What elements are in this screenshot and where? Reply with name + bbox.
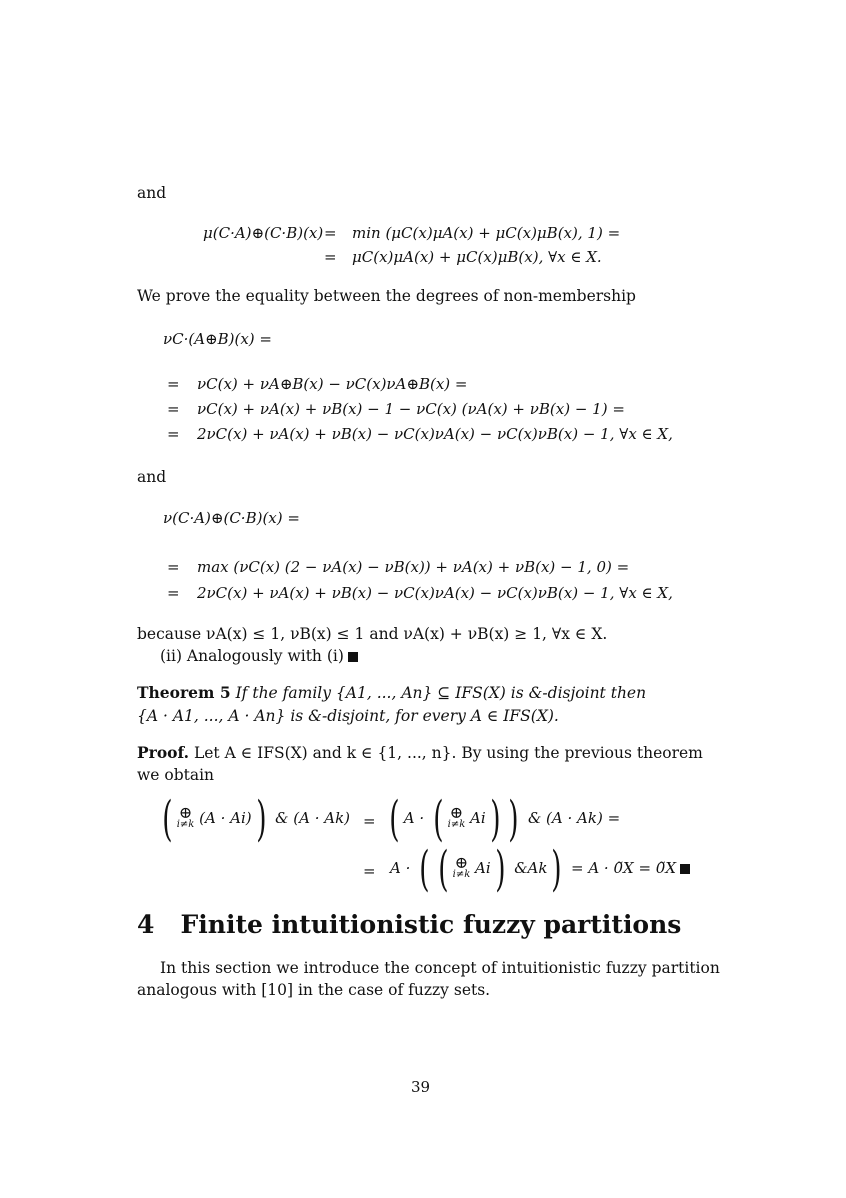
text-analogously-label: (ii) Analogously with (i) xyxy=(160,647,344,665)
eq2-eq-3: = xyxy=(167,425,180,443)
eq3-eq-2: = xyxy=(167,584,180,602)
oplus-operator-3: ⊕ i≠k xyxy=(452,853,471,880)
theorem-line1: If the family {A1, ..., An} ⊆ IFS(X) is &-disjoint then xyxy=(235,684,647,702)
eq2-eq-1: = xyxy=(167,375,180,393)
eq4-eq-1: = xyxy=(363,812,376,830)
proof-line1: Let A ∈ IFS(X) and k ∈ {1, ..., n}. By using the previous theorem xyxy=(193,744,703,762)
intro-line1: In this section we introduce the concept of intuitionistic fuzzy partition xyxy=(160,959,720,977)
proof-line2: we obtain xyxy=(137,766,215,784)
eq1-eq-sign: = xyxy=(324,224,337,242)
qed-square-icon-2 xyxy=(680,864,690,874)
proof-label: Proof. xyxy=(137,743,190,762)
eq2-eq-2: = xyxy=(167,400,180,418)
oplus-operator-1: ⊕ i≠k xyxy=(176,803,195,830)
intro-line2: analogous with [10] in the case of fuzzy sets. xyxy=(137,981,491,999)
eq4-eq-2: = xyxy=(363,862,376,880)
eq3-lhs: ν(C·A)⊕(C·B)(x) = xyxy=(163,509,300,527)
eq4-line1-left: ( ⊕ i≠k (A · Ai)) & (A · Ak) xyxy=(162,791,351,847)
text-prove-equality: We prove the equality between the degrees of non-membership xyxy=(137,287,636,305)
section-number: 4 xyxy=(137,910,155,939)
page-number: 39 xyxy=(411,1078,431,1096)
proof-paragraph xyxy=(137,743,703,763)
eq2-lhs: νC·(A⊕B)(x) = xyxy=(163,330,272,348)
eq3-eq-1: = xyxy=(167,558,180,576)
eq4-line2: A · ( ( ⊕ i≠k Ai) &Ak) = A · 0̃X = 0̃X xyxy=(390,845,690,895)
text-analogously xyxy=(160,646,358,666)
eq2-line1: νC(x) + νA⊕B(x) − νC(x)νA⊕B(x) = xyxy=(197,375,468,393)
text-and-2: and xyxy=(137,468,167,486)
section-heading xyxy=(137,910,681,939)
eq2-line3: 2νC(x) + νA(x) + νB(x) − νC(x)νA(x) − νC(x)νB(x) − 1, ∀x ∈ X, xyxy=(197,425,673,443)
oplus-operator-2: ⊕ i≠k xyxy=(447,803,466,830)
eq1-eq-sign-2: = xyxy=(324,248,337,266)
eq3-line1: max (νC(x) (2 − νA(x) − νB(x)) + νA(x) + νB(x) − 1, 0) = xyxy=(197,558,630,576)
eq4-line1-right: ( A · ( ⊕ i≠k Ai) ) & (A · Ak) = xyxy=(389,791,621,847)
section-title: Finite intuitionistic fuzzy partitions xyxy=(180,910,682,939)
theorem-5 xyxy=(137,683,646,703)
qed-square-icon xyxy=(348,652,358,662)
theorem-label: Theorem 5 xyxy=(137,683,231,702)
eq3-line2: 2νC(x) + νA(x) + νB(x) − νC(x)νA(x) − νC(x)νB(x) − 1, ∀x ∈ X, xyxy=(197,584,673,602)
text-because: because νA(x) ≤ 1, νB(x) ≤ 1 and νA(x) + νB(x) ≥ 1, ∀x ∈ X. xyxy=(137,625,608,643)
text-and-1: and xyxy=(137,184,167,202)
eq1-rhs-line1: min (μC(x)μA(x) + μC(x)μB(x), 1) = xyxy=(352,224,621,242)
eq1-lhs: μ(C·A)⊕(C·B)(x) xyxy=(203,224,324,242)
theorem-line2: {A · A1, ..., A · An} is &-disjoint, for every A ∈ IFS(X). xyxy=(137,707,559,725)
eq2-line2: νC(x) + νA(x) + νB(x) − 1 − νC(x) (νA(x) + νB(x) − 1) = xyxy=(197,400,625,418)
eq1-rhs-line2: μC(x)μA(x) + μC(x)μB(x), ∀x ∈ X. xyxy=(352,248,602,266)
